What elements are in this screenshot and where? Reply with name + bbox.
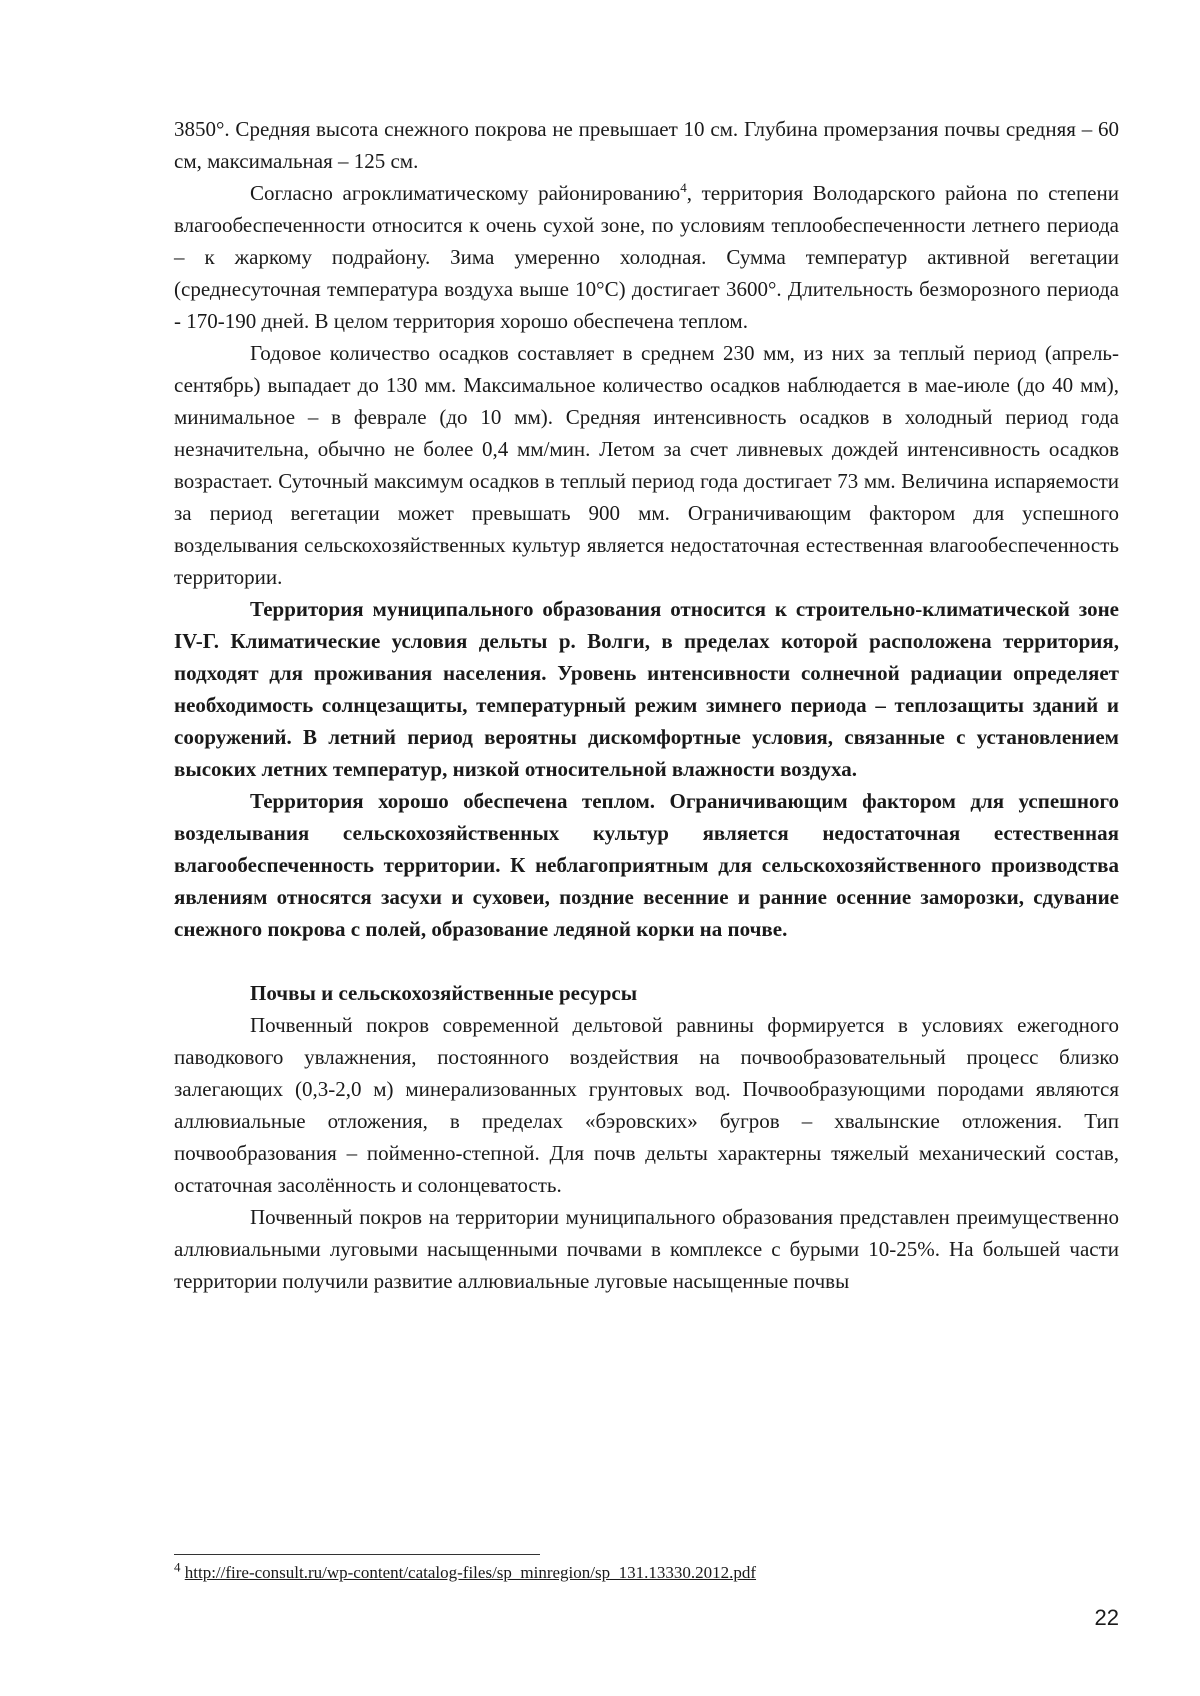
paragraph-construction-climate-zone: Территория муниципального образования относится к строительно-климатической зоне IV-Г. Климатические условия дельты р. Волги, в пределах которой расположена территория, подходят для проживания населения. Уровень интенсивности солнечной радиации определяет необходимость солнцезащиты, температурный режим зимнего периода – теплозащиты зданий и сооружений. В летний период вероятны дискомфортные условия, связанные с установлением высоких летних температур, низкой относительной влажности воздуха.: [174, 597, 1119, 781]
footnote-separator: [174, 1554, 540, 1555]
footnote-marker: 4: [174, 1559, 181, 1575]
section-heading-soils: Почвы и сельскохозяйственные ресурсы: [250, 981, 638, 1005]
paragraph-agroclimatic-zoning: [174, 177, 1119, 337]
paragraph-agroclimatic-lead: Согласно агроклиматическому районированию: [250, 181, 681, 205]
paragraph-municipal-soil-cover: Почвенный покров на территории муниципального образования представлен преимущественно аллювиальными луговыми насыщенными почвами в комплексе с бурыми 10-25%. На большей части территории получили развитие аллювиальные луговые насыщенные почвы: [174, 1205, 1119, 1293]
page-number: 22: [1094, 1605, 1119, 1630]
paragraph-unfavorable-phenomena: Территория хорошо обеспечена теплом. Ограничивающим фактором для успешного возделывания сельскохозяйственных культур является недостаточная естественная влагообеспеченность территории. К неблагоприятным для сельскохозяйственного производства явлениям относятся засухи и суховеи, поздние весенние и ранние осенние заморозки, сдувание снежного покрова с полей, образование ледяной корки на почве.: [174, 789, 1119, 941]
paragraph-delta-soil-cover: Почвенный покров современной дельтовой равнины формируется в условиях ежегодного паводкового увлажнения, постоянного воздействия на почвообразовательный процесс близко залегающих (0,3-2,0 м) минерализованных грунтовых вод. Почвообразующими породами являются аллювиальные отложения, в пределах «бэровских» бугров – хвалынские отложения. Тип почвообразования – пойменно-степной. Для почв дельты характерны тяжелый механический состав, остаточная засолённость и солонцеватость.: [174, 1013, 1119, 1197]
footnote-link[interactable]: http://fire-consult.ru/wp-content/catalog-files/sp_minregion/sp_131.13330.2012.pdf: [184, 1563, 757, 1582]
footnote-reference[interactable]: 4: [680, 180, 687, 195]
paragraph-agroclimatic-rest: , территория Володарского района по степени влагообеспеченности относится к очень сухой зоне, по условиям теплообеспеченности летнего периода – к жаркому подрайону. Зима умеренно холодная. Сумма температур активной вегетации (среднесуточная температура воздуха выше 10°С) достигает 3600°. Длительность безморозного периода - 170-190 дней. В целом территория хорошо обеспечена теплом.: [174, 181, 1119, 333]
paragraph-precipitation: Годовое количество осадков составляет в среднем 230 мм, из них за теплый период (апрель-сентябрь) выпадает до 130 мм. Максимальное количество осадков наблюдается в мае-июле (до 40 мм), минимальное – в феврале (до 10 мм). Средняя интенсивность осадков в холодный период года незначительна, обычно не более 0,4 мм/мин. Летом за счет ливневых дождей интенсивность осадков возрастает. Суточный максимум осадков в теплый период года достигает 73 мм. Величина испаряемости за период вегетации может превышать 900 мм. Ограничивающим фактором для успешного возделывания сельскохозяйственных культур является недостаточная естественная влагообеспеченность территории.: [174, 341, 1119, 589]
document-body: [174, 113, 1119, 1297]
paragraph-climate-snow: 3850°. Средняя высота снежного покрова не превышает 10 см. Глубина промерзания почвы средняя – 60 см, максимальная – 125 см.: [174, 117, 1119, 173]
footnote: [174, 1559, 757, 1584]
